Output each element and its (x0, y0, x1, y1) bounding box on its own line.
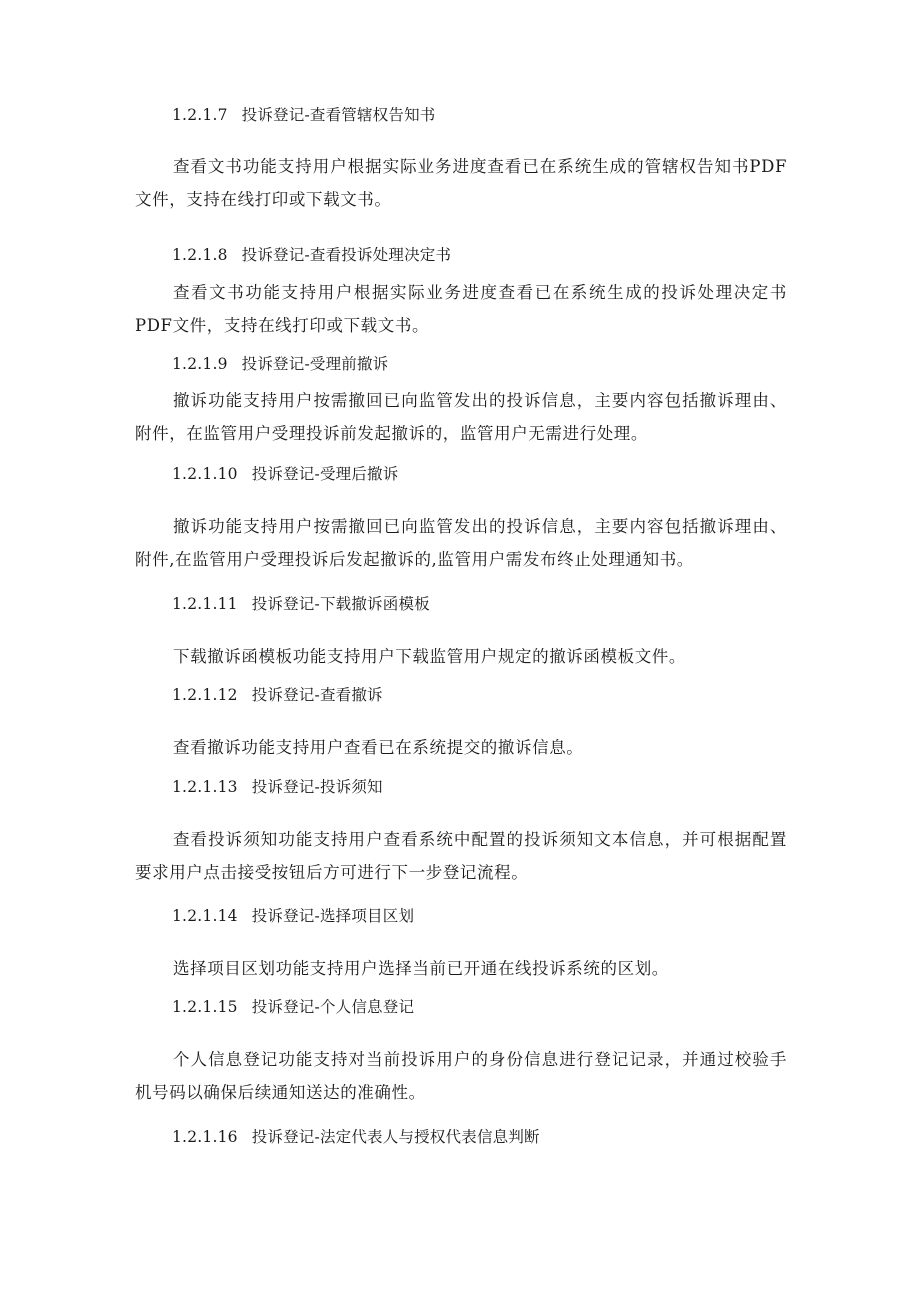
section-heading (172, 593, 430, 615)
section-title: 投诉登记-查看投诉处理决定书 (241, 246, 452, 264)
section-number: 1.2.1.11 (172, 595, 238, 613)
section-title: 投诉登记-个人信息登记 (251, 998, 415, 1016)
section-title: 投诉登记-查看撤诉 (251, 686, 383, 704)
section-heading (172, 776, 383, 798)
section-title: 投诉登记-查看管辖权告知书 (241, 106, 436, 124)
section-number: 1.2.1.12 (172, 686, 238, 704)
section-number: 1.2.1.14 (172, 907, 238, 925)
section-heading (172, 463, 398, 485)
section-number: 1.2.1.10 (172, 465, 238, 483)
section-heading (172, 353, 388, 375)
section-number: 1.2.1.9 (172, 355, 228, 373)
section-paragraph: 选择项目区划功能支持用户选择当前已开通在线投诉系统的区划。 (173, 959, 669, 978)
section-paragraph: 个人信息登记功能支持对当前投诉用户的身份信息进行登记记录，并通过校验手机号码以确保后续通知送达的准确性。 (135, 1050, 787, 1102)
section-heading (172, 1126, 540, 1148)
section-paragraph: 查看文书功能支持用户根据实际业务进度查看已在系统生成的投诉处理决定书PDF文件，支持在线打印或下载文书。 (135, 283, 787, 335)
section-title: 投诉登记-受理后撤诉 (251, 465, 399, 483)
section-heading (172, 244, 451, 266)
section-title: 投诉登记-受理前撤诉 (241, 355, 389, 373)
section-title: 投诉登记-下载撤诉函模板 (251, 595, 430, 613)
section-title: 投诉登记-投诉须知 (251, 778, 383, 796)
section-paragraph: 撤诉功能支持用户按需撤回已向监管发出的投诉信息，主要内容包括撤诉理由、附件,在监管用户受理投诉后发起撤诉的,监管用户需发布终止处理通知书。 (135, 517, 787, 569)
section-number: 1.2.1.13 (172, 778, 238, 796)
section-paragraph: 下载撤诉函模板功能支持用户下载监管用户规定的撤诉函模板文件。 (173, 647, 686, 666)
section-heading (172, 104, 435, 126)
section-title: 投诉登记-法定代表人与授权代表信息判断 (251, 1128, 540, 1146)
section-heading (172, 684, 383, 706)
section-title: 投诉登记-选择项目区划 (251, 907, 415, 925)
section-paragraph: 查看撤诉功能支持用户查看已在系统提交的撤诉信息。 (173, 738, 584, 757)
section-number: 1.2.1.16 (172, 1128, 238, 1146)
section-number: 1.2.1.7 (172, 106, 228, 124)
section-paragraph: 撤诉功能支持用户按需撤回已向监管发出的投诉信息，主要内容包括撤诉理由、附件，在监管用户受理投诉前发起撤诉的，监管用户无需进行处理。 (135, 391, 787, 443)
section-number: 1.2.1.8 (172, 246, 228, 264)
section-paragraph: 查看文书功能支持用户根据实际业务进度查看已在系统生成的管辖权告知书PDF文件，支持在线打印或下载文书。 (135, 157, 787, 209)
section-paragraph: 查看投诉须知功能支持用户查看系统中配置的投诉须知文本信息，并可根据配置要求用户点击接受按钮后方可进行下一步登记流程。 (135, 830, 787, 882)
section-number: 1.2.1.15 (172, 998, 238, 1016)
section-heading (172, 905, 414, 927)
section-heading (172, 996, 414, 1018)
